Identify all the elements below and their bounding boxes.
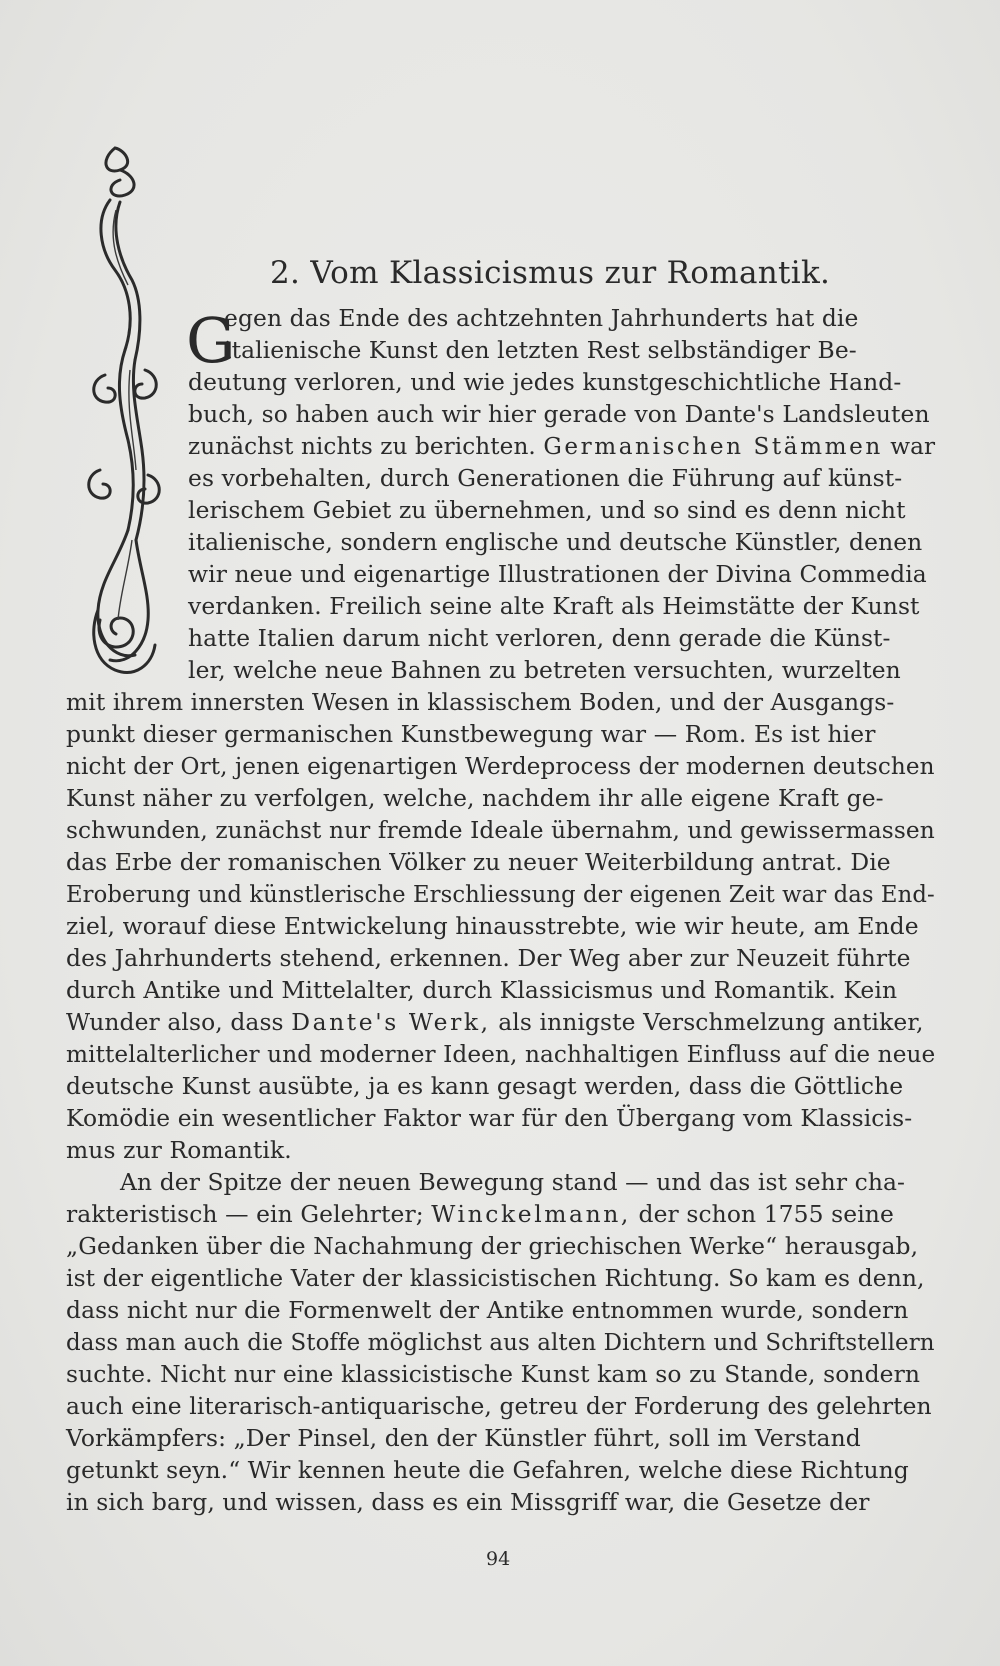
text-run: zunächst nichts zu berichten. [188,432,536,460]
text-line: auch eine literarisch-antiquarische, getreu der Forderung des gelehrten [66,1392,932,1420]
text-run: Wunder also, dass [66,1008,284,1036]
text-line: hatte Italien darum nicht verloren, denn gerade die Künst- [188,624,891,652]
text-line: italienische Kunst den letzten Rest selbständiger Be- [224,336,857,364]
text-line: mit ihrem innersten Wesen in klassischem Boden, und der Ausgangs- [66,688,895,716]
text-line: wir neue und eigenartige Illustrationen der Divina Commedia [188,560,927,588]
text-line [188,430,935,462]
text-line: es vorbehalten, durch Generationen die Führung auf künst- [188,464,903,492]
text-line: Eroberung und künstlerische Erschliessung der eigenen Zeit war das End- [66,880,935,908]
text-line: „Gedanken über die Nachahmung der griechischen Werke“ herausgab, [66,1232,919,1260]
emphasized-text: Winckelmann, [431,1200,631,1228]
text-line: ziel, worauf diese Entwickelung hinausstrebte, wie wir heute, am Ende [66,912,919,940]
text-line: dass man auch die Stoffe möglichst aus alten Dichtern und Schriftstellern [66,1328,935,1356]
text-line: ler, welche neue Bahnen zu betreten versuchten, wurzelten [188,656,901,684]
text-run: rakteristisch — ein Gelehrter; [66,1200,424,1228]
text-line: das Erbe der romanischen Völker zu neuer Weiterbildung antrat. Die [66,848,891,876]
text-line: egen das Ende des achtzehnten Jahrhunderts hat die [224,304,859,332]
text-line: getunkt seyn.“ Wir kennen heute die Gefahren, welche diese Richtung [66,1456,909,1484]
text-line: lerischem Gebiet zu übernehmen, und so sind es denn nicht [188,496,906,524]
text-line: ist der eigentliche Vater der klassicistischen Richtung. So kam es denn, [66,1264,925,1292]
text-line: mus zur Romantik. [66,1136,292,1164]
text-line: deutsche Kunst ausübte, ja es kann gesagt werden, dass die Göttliche [66,1072,904,1100]
text-line: verdanken. Freilich seine alte Kraft als Heimstätte der Kunst [188,592,920,620]
page-number: 94 [486,1548,511,1570]
text-line: italienische, sondern englische und deutsche Künstler, denen [188,528,923,556]
text-line: buch, so haben auch wir hier gerade von Dante's Landsleuten [188,400,930,428]
text-line: mittelalterlicher und moderner Ideen, nachhaltigen Einfluss auf die neue [66,1040,936,1068]
floral-initial-ornament [80,140,170,685]
text-run: als innigste Verschmelzung antiker, [498,1008,924,1036]
text-line: dass nicht nur die Formenwelt der Antike entnommen wurde, sondern [66,1296,909,1324]
text-run: war [890,432,936,460]
text-line: Kunst näher zu verfolgen, welche, nachdem ihr alle eigene Kraft ge- [66,784,884,812]
text-line [66,1006,924,1038]
text-line: Komödie ein wesentlicher Faktor war für den Übergang vom Klassicis- [66,1104,913,1132]
text-run: der schon 1755 seine [638,1200,894,1228]
emphasized-text: Germanischen Stämmen [543,432,883,460]
text-line: schwunden, zunächst nur fremde Ideale übernahm, und gewissermassen [66,816,935,844]
text-line: nicht der Ort, jenen eigenartigen Werdeprocess der modernen deutschen [66,752,935,780]
text-line: suchte. Nicht nur eine klassicistische Kunst kam so zu Stande, sondern [66,1360,921,1388]
drop-cap: G [186,304,236,377]
text-line: deutung verloren, und wie jedes kunstgeschichtliche Hand- [188,368,902,396]
text-line [66,1198,894,1230]
text-line: des Jahrhunderts stehend, erkennen. Der Weg aber zur Neuzeit führte [66,944,911,972]
chapter-title: 2. Vom Klassicismus zur Romantik. [270,255,831,291]
emphasized-text: Dante's Werk, [291,1008,491,1036]
text-line: durch Antike und Mittelalter, durch Klassicismus und Romantik. Kein [66,976,898,1004]
text-line: Vorkämpfers: „Der Pinsel, den der Künstler führt, soll im Verstand [66,1424,861,1452]
text-line: punkt dieser germanischen Kunstbewegung war — Rom. Es ist hier [66,720,876,748]
text-line: in sich barg, und wissen, dass es ein Missgriff war, die Gesetze der [66,1488,870,1516]
text-line: An der Spitze der neuen Bewegung stand — und das ist sehr cha- [120,1168,906,1196]
